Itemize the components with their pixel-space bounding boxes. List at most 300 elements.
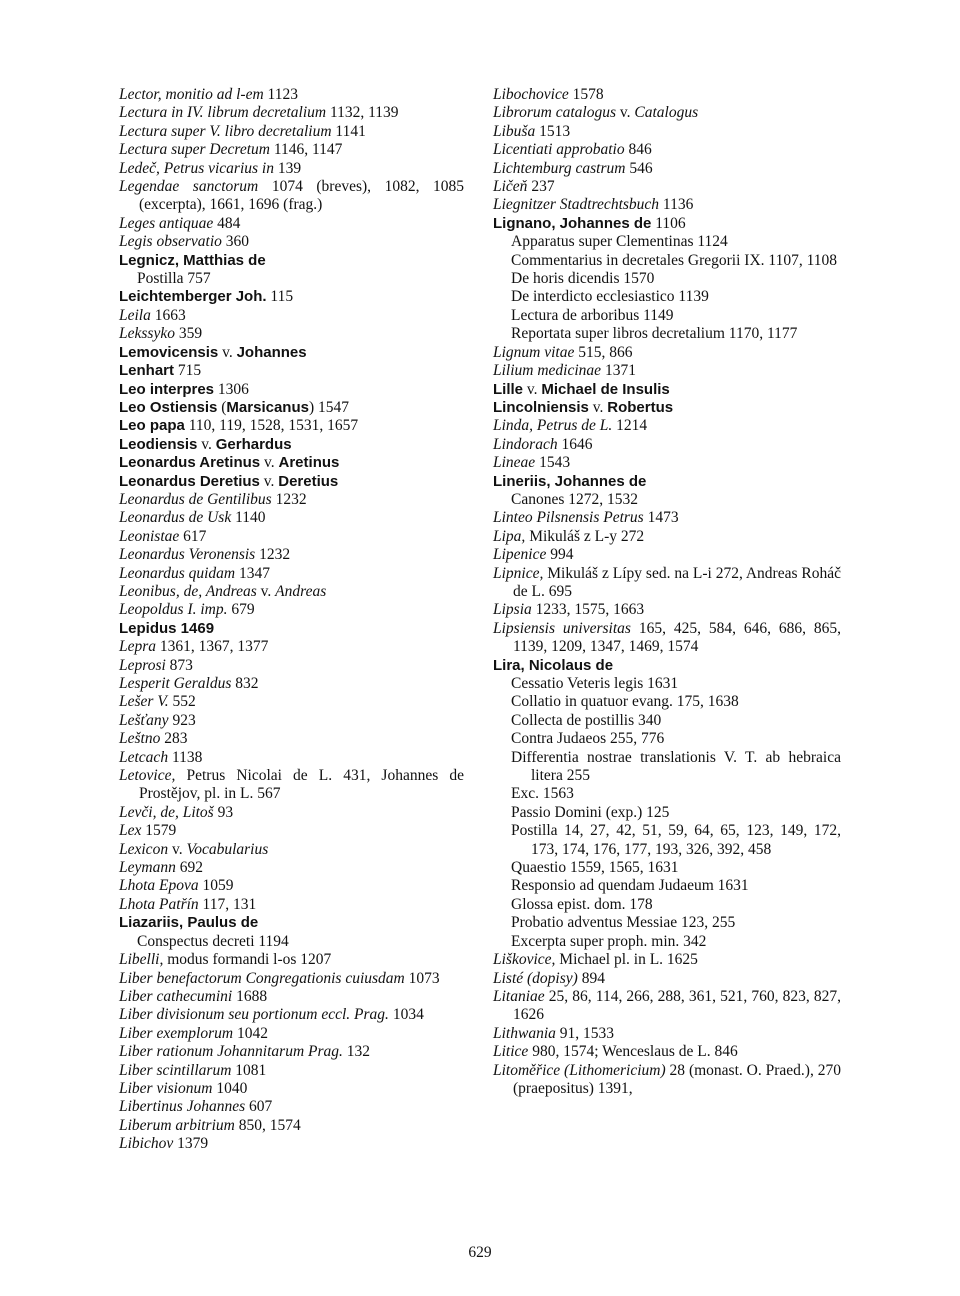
entry-heading: Gerhardus [215, 435, 292, 453]
index-entry [119, 804, 464, 822]
index-subentry [119, 270, 464, 288]
entry-text: Differentia nostrae translationis V. T. ab hebraica litera 255 [511, 748, 841, 785]
entry-text: modus formandi l-os 1207 [163, 951, 332, 969]
index-subentry [493, 675, 841, 693]
index-entry [493, 160, 841, 178]
entry-text: De interdicto ecclesiastico 1139 [511, 288, 709, 306]
entry-term: Librorum catalogus [493, 104, 617, 122]
index-entry [493, 196, 841, 214]
index-entry [493, 473, 841, 491]
entry-term: Lector, monitio ad l-em [119, 86, 264, 103]
index-entry [119, 565, 464, 583]
entry-text: 93 [213, 803, 234, 821]
entry-heading: Marsicanus [226, 398, 309, 416]
entry-text: v. [260, 454, 279, 472]
index-entry [119, 859, 464, 877]
entry-term: Lekssyko [119, 325, 175, 343]
entry-text: 1232 [271, 490, 307, 508]
entry-term: Libuša [493, 122, 536, 140]
index-subentry [493, 859, 841, 877]
page-number: 629 [468, 1244, 492, 1261]
entry-term: Leopoldus I. imp. [119, 601, 228, 619]
entry-text: 283 [160, 730, 188, 748]
entry-term: Andreas [275, 582, 327, 600]
index-entry [119, 601, 464, 619]
index-subentry [493, 933, 841, 951]
entry-text: Glossa epist. dom. 178 [511, 895, 653, 913]
entry-text: 1106 [651, 214, 686, 232]
index-entry [493, 454, 841, 472]
entry-text: Michael pl. in L. 1625 [555, 951, 698, 969]
index-entry [119, 988, 464, 1006]
entry-text: 994 [546, 546, 574, 564]
index-entry [119, 914, 464, 932]
entry-heading: Lincolniensis [493, 398, 589, 416]
entry-text: 1663 [150, 306, 186, 324]
entry-term: Ličeň [493, 178, 528, 196]
index-entry [119, 417, 464, 435]
entry-text: v. [616, 104, 635, 122]
entry-text: 1059 [198, 877, 234, 895]
index-entry [119, 657, 464, 675]
entry-text: 1347 [235, 564, 270, 582]
index-entry [119, 454, 464, 472]
index-entry [119, 951, 464, 969]
entry-text: 360 [221, 233, 250, 251]
index-entry [119, 104, 464, 122]
entry-term: Leila [119, 306, 151, 324]
index-subentry [493, 252, 841, 270]
entry-term: Lešer V. [119, 693, 169, 711]
entry-text: 923 [168, 711, 196, 729]
entry-text: Canones 1272, 1532 [511, 490, 639, 508]
entry-text: 1646 [557, 435, 593, 453]
index-entry [119, 970, 464, 988]
entry-term: Lectura super Decretum [119, 141, 270, 159]
entry-text: 1136 [659, 196, 694, 214]
entry-text: 1042 [233, 1024, 268, 1042]
index-entry [493, 344, 841, 362]
entry-text: 617 [179, 527, 207, 545]
entry-text: 1073 [404, 969, 440, 987]
entry-term: Lectura in IV. librum decretalium [119, 104, 327, 122]
index-entry [493, 381, 841, 399]
entry-text: 1081 [231, 1061, 267, 1079]
entry-term: Litaniae [493, 987, 545, 1005]
entry-text: 1371 [601, 362, 636, 380]
entry-text: 715 [174, 362, 202, 380]
entry-text: v. [588, 398, 608, 416]
entry-term: Leonardus de Gentilibus [119, 490, 272, 508]
entry-term: Vocabularius [186, 840, 269, 858]
index-entry [119, 362, 464, 380]
entry-term: Leymann [119, 859, 176, 877]
index-entry [493, 1025, 841, 1043]
entry-text: 165, 425, 584, 646, 686, 865, 1139, 1209, 1347, 1469, 1574 [513, 619, 842, 656]
entry-term: Lex [119, 822, 142, 840]
entry-text: Quaestio 1559, 1565, 1631 [511, 859, 679, 877]
entry-text: 359 [174, 325, 203, 343]
index-subentry [493, 233, 841, 251]
entry-text: Petrus Nicolai de L. 431, Johannes de Prostějov, pl. in L. 567 [139, 767, 464, 803]
entry-term: Libochovice [493, 86, 569, 103]
entry-term: Lignum vitae [493, 343, 575, 361]
index-entry [119, 583, 464, 601]
entry-heading: Aretinus [278, 454, 340, 472]
index-entry [493, 417, 841, 435]
index-entry [119, 233, 464, 251]
entry-text: 515, 866 [574, 343, 633, 361]
index-subentry [493, 693, 841, 711]
entry-text: 1379 [173, 1135, 209, 1153]
index-subentry [493, 270, 841, 288]
index-entry [119, 509, 464, 527]
index-column-left [119, 86, 464, 1154]
entry-heading: Leonardus Aretinus [119, 454, 261, 472]
entry-term: Letcach [119, 748, 169, 766]
entry-term: Libichov [119, 1135, 174, 1153]
index-entry [119, 381, 464, 399]
entry-term: Liber cathecumini [119, 987, 233, 1005]
entry-text: 832 [231, 675, 259, 692]
index-subentry [119, 933, 464, 951]
entry-term: Lhota Patřín [119, 895, 199, 913]
index-entry [119, 822, 464, 840]
entry-heading: Michael de Insulis [541, 380, 670, 398]
index-subentry [493, 325, 841, 343]
entry-term: Lipsia [493, 601, 532, 619]
index-entry [119, 86, 464, 104]
entry-term: Linteo Pilsnensis Petrus [493, 509, 644, 527]
entry-text: 28 (monast. O. Praed.), 270 (praepositus) 1391, [513, 1061, 841, 1097]
entry-term: Lipsiensis universitas [493, 619, 631, 637]
entry-heading: Lemovicensis [119, 343, 219, 361]
index-entry [493, 528, 841, 546]
index-entry [119, 399, 464, 417]
entry-heading: Leichtemberger Joh. [119, 288, 267, 306]
index-entry [493, 215, 841, 233]
index-entry [119, 896, 464, 914]
entry-text: 1138 [168, 748, 203, 766]
entry-heading: Lenhart [119, 362, 175, 380]
entry-text: 692 [175, 859, 203, 877]
index-entry [119, 546, 464, 564]
index-column-right [493, 86, 841, 1098]
entry-text: 1123 [263, 86, 298, 103]
entry-heading: Johannes [236, 343, 307, 361]
entry-text: 679 [227, 601, 255, 619]
index-entry [119, 712, 464, 730]
entry-term: Liber exemplorum [119, 1024, 234, 1042]
entry-text: 1361, 1367, 1377 [156, 638, 269, 656]
entry-term: Leonardus Veronensis [119, 546, 256, 564]
index-entry [119, 620, 464, 638]
entry-heading: Legnicz, Matthias de [119, 251, 266, 269]
entry-term: Lesperit Geraldus [119, 675, 232, 692]
entry-term: Lithwania [493, 1024, 556, 1042]
entry-term: Liberum arbitrium [119, 1116, 235, 1134]
entry-text: Mikuláš z Lípy sed. na L-i 272, Andreas Roháč de L. 695 [513, 564, 841, 600]
entry-heading: Leonardus Deretius [119, 472, 260, 490]
index-entry [119, 749, 464, 767]
index-entry [493, 86, 841, 104]
entry-term: Libertinus Johannes [119, 1098, 246, 1116]
entry-term: Lichtemburg castrum [493, 159, 626, 177]
entry-text: 1214 [612, 417, 648, 435]
entry-heading: Lira, Nicolaus de [493, 656, 614, 674]
entry-text: 1034 [388, 1006, 424, 1024]
entry-term: Litice [493, 1043, 529, 1061]
entry-text: Lectura de arboribus 1149 [511, 306, 674, 324]
index-entry [493, 601, 841, 619]
entry-term: Liber divisionum seu portionum eccl. Prag. [119, 1006, 389, 1024]
entry-term: Lexicon [119, 840, 169, 858]
index-entry [119, 252, 464, 270]
index-entry [119, 1062, 464, 1080]
index-subentry [493, 307, 841, 325]
index-entry [119, 141, 464, 159]
entry-term: Ledeč, Petrus vicarius in [119, 159, 274, 177]
entry-term: Catalogus [634, 104, 699, 122]
entry-text: Responsio ad quendam Judaeum 1631 [511, 877, 749, 895]
entry-term: Lipnice, [493, 564, 544, 582]
entry-text: 607 [245, 1098, 273, 1116]
entry-heading: Deretius [278, 472, 339, 490]
index-subentry [493, 491, 841, 509]
entry-text: 552 [168, 693, 196, 711]
entry-text: 1578 [568, 86, 604, 103]
index-entry [119, 344, 464, 362]
index-entry [493, 141, 841, 159]
entry-term: Lepra [119, 638, 157, 656]
entry-text: ) 1547 [308, 398, 350, 416]
index-entry [119, 767, 464, 804]
index-entry [119, 638, 464, 656]
index-subentry [493, 288, 841, 306]
entry-term: Liber scintillarum [119, 1061, 232, 1079]
entry-text: 1141 [331, 122, 366, 140]
entry-term: Lešťany [119, 711, 169, 729]
entry-text: 1232 [255, 546, 291, 564]
index-entry [493, 546, 841, 564]
entry-text: 1146, 1147 [269, 141, 343, 159]
entry-text: 1473 [643, 509, 679, 527]
index-subentry [493, 749, 841, 786]
entry-term: Linda, Petrus de L. [493, 417, 613, 435]
entry-text: 1513 [535, 122, 571, 140]
index-entry [493, 951, 841, 969]
index-entry [493, 362, 841, 380]
index-subentry [493, 785, 841, 803]
entry-term: Leonardus quidam [119, 564, 236, 582]
index-entry [119, 730, 464, 748]
entry-text: v. [256, 582, 276, 600]
entry-term: Leonardus de Usk [119, 509, 232, 527]
index-entry [493, 657, 841, 675]
entry-text: Passio Domini (exp.) 125 [511, 803, 670, 821]
entry-term: Leonibus, de, Andreas [119, 582, 257, 600]
entry-term: Libelli, [119, 951, 164, 969]
index-entry [119, 1117, 464, 1135]
entry-text: 1579 [141, 822, 177, 840]
entry-term: Leprosi [119, 656, 166, 674]
index-entry [119, 436, 464, 454]
entry-term: Liber visionum [119, 1079, 213, 1097]
index-entry [493, 970, 841, 988]
index-entry [119, 473, 464, 491]
index-subentry [493, 914, 841, 932]
entry-term: Licentiati approbatio [493, 141, 625, 159]
entry-term: Lilium medicinae [493, 362, 602, 380]
index-entry [119, 877, 464, 895]
entry-text: De horis dicendis 1570 [511, 270, 655, 288]
index-entry [493, 399, 841, 417]
index-entry [493, 565, 841, 602]
entry-text: 1074 (breves), 1082, 1085 (excerpta), 1661, 1696 (frag.) [139, 178, 465, 214]
entry-text: Conspectus decreti 1194 [137, 932, 289, 950]
index-entry [119, 693, 464, 711]
entry-term: Leštno [119, 730, 161, 748]
index-entry [119, 1080, 464, 1098]
index-entry [119, 841, 464, 859]
entry-heading: Leodiensis [119, 435, 198, 453]
entry-text: 873 [165, 656, 193, 674]
entry-term: Lindorach [493, 435, 558, 453]
entry-text: 484 [213, 214, 241, 232]
entry-term: Legendae sanctorum [119, 178, 259, 196]
index-subentry [493, 804, 841, 822]
entry-text: 850, 1574 [234, 1116, 301, 1134]
entry-text: 237 [527, 178, 555, 196]
entry-text: 139 [273, 159, 302, 177]
entry-text: 1140 [231, 509, 266, 527]
entry-text: Probatio adventus Messiae 123, 255 [511, 914, 736, 932]
entry-text: Postilla 757 [137, 270, 211, 288]
entry-text: 25, 86, 114, 266, 288, 361, 521, 760, 823, 827, 1626 [513, 987, 841, 1024]
index-entry [119, 160, 464, 178]
entry-text: Reportata super libros decretalium 1170, 1177 [511, 325, 798, 343]
entry-text: ( [217, 398, 227, 416]
index-entry [493, 1062, 841, 1099]
entry-text: 117, 131 [198, 895, 257, 913]
index-entry [119, 1135, 464, 1153]
entry-text: Collecta de postillis 340 [511, 711, 662, 729]
entry-heading: Lignano, Johannes de [493, 214, 652, 232]
entry-heading: Liazariis, Paulus de [119, 914, 259, 932]
entry-term: Listé (dopisy) [493, 969, 578, 987]
entry-text: Contra Judaeos 255, 776 [511, 730, 665, 748]
entry-text: 894 [577, 969, 605, 987]
index-entry [119, 1006, 464, 1024]
entry-text: v. [523, 380, 542, 398]
index-entry [119, 123, 464, 141]
index-entry [493, 104, 841, 122]
index-entry [493, 988, 841, 1025]
entry-text: v. [218, 343, 237, 361]
entry-text: Postilla 14, 27, 42, 51, 59, 64, 65, 123, 149, 172, 173, 174, 176, 177, 193, 326, 392, 458 [511, 822, 841, 858]
entry-text: 1040 [212, 1079, 248, 1097]
index-entry [119, 178, 464, 215]
index-entry [493, 123, 841, 141]
entry-term: Leges antiquae [119, 214, 214, 232]
index-entry [119, 528, 464, 546]
entry-text: 110, 119, 1528, 1531, 1657 [184, 417, 359, 435]
entry-heading: Lille [493, 380, 524, 398]
entry-text: v. [168, 840, 187, 858]
entry-term: Lhota Epova [119, 877, 199, 895]
entry-heading: Lepidus 1469 [119, 619, 215, 637]
index-entry [119, 288, 464, 306]
entry-text: 546 [625, 159, 653, 177]
entry-term: Litoměřice (Lithomericium) [493, 1061, 666, 1079]
index-entry [119, 491, 464, 509]
entry-term: Legis observatio [119, 233, 222, 251]
entry-text: 1233, 1575, 1663 [531, 601, 645, 619]
index-entry [119, 215, 464, 233]
entry-term: Liegnitzer Stadtrechtsbuch [493, 196, 660, 214]
index-subentry [493, 896, 841, 914]
entry-term: Lipenice [493, 546, 547, 564]
index-entry [493, 509, 841, 527]
index-subentry [493, 712, 841, 730]
index-subentry [493, 877, 841, 895]
entry-text: 91, 1533 [555, 1024, 615, 1042]
entry-text: 132 [342, 1043, 371, 1061]
entry-text: Exc. 1563 [511, 785, 574, 803]
index-entry [119, 325, 464, 343]
entry-heading: Leo interpres [119, 380, 215, 398]
entry-term: Lipa, [493, 527, 526, 545]
entry-text: Excerpta super proph. min. 342 [511, 932, 707, 950]
entry-text: 115 [266, 288, 294, 306]
entry-term: Leonistae [119, 527, 180, 545]
index-subentry [493, 822, 841, 859]
entry-text: 1306 [214, 380, 249, 398]
entry-heading: Leo papa [119, 417, 185, 435]
index-subentry [493, 730, 841, 748]
entry-text: 1543 [535, 454, 571, 472]
entry-term: Liber benefactorum Congregationis cuiusdam [119, 969, 405, 987]
entry-text: 846 [624, 141, 652, 159]
index-entry [493, 178, 841, 196]
index-entry [493, 436, 841, 454]
entry-text: Apparatus super Clementinas 1124 [511, 233, 728, 251]
index-entry [119, 1043, 464, 1061]
entry-text: Mikuláš z L-y 272 [525, 527, 645, 545]
entry-term: Liber rationum Johannitarum Prag. [119, 1043, 343, 1061]
index-entry [119, 1025, 464, 1043]
entry-term: Letovice, [119, 767, 176, 785]
entry-term: Levči, de, Litoš [119, 803, 214, 821]
entry-text: Collatio in quatuor evang. 175, 1638 [511, 693, 739, 711]
entry-text: Cessatio Veteris legis 1631 [511, 675, 679, 692]
index-entry [119, 1098, 464, 1116]
entry-term: Lineae [493, 454, 536, 472]
entry-term: Liškovice, [493, 951, 556, 969]
entry-text: 1132, 1139 [326, 104, 399, 122]
index-entry [119, 307, 464, 325]
index-entry [119, 675, 464, 693]
index-entry [493, 1043, 841, 1061]
entry-heading: Leo Ostiensis [119, 398, 218, 416]
entry-text: v. [259, 472, 279, 490]
entry-term: Lectura super V. libro decretalium [119, 122, 332, 140]
entry-text: Commentarius in decretales Gregorii IX. 1107, 1108 [511, 251, 837, 269]
entry-text: 980, 1574; Wenceslaus de L. 846 [528, 1043, 738, 1061]
entry-heading: Lineriis, Johannes de [493, 472, 647, 490]
entry-heading: Robertus [607, 398, 674, 416]
index-entry [493, 620, 841, 657]
